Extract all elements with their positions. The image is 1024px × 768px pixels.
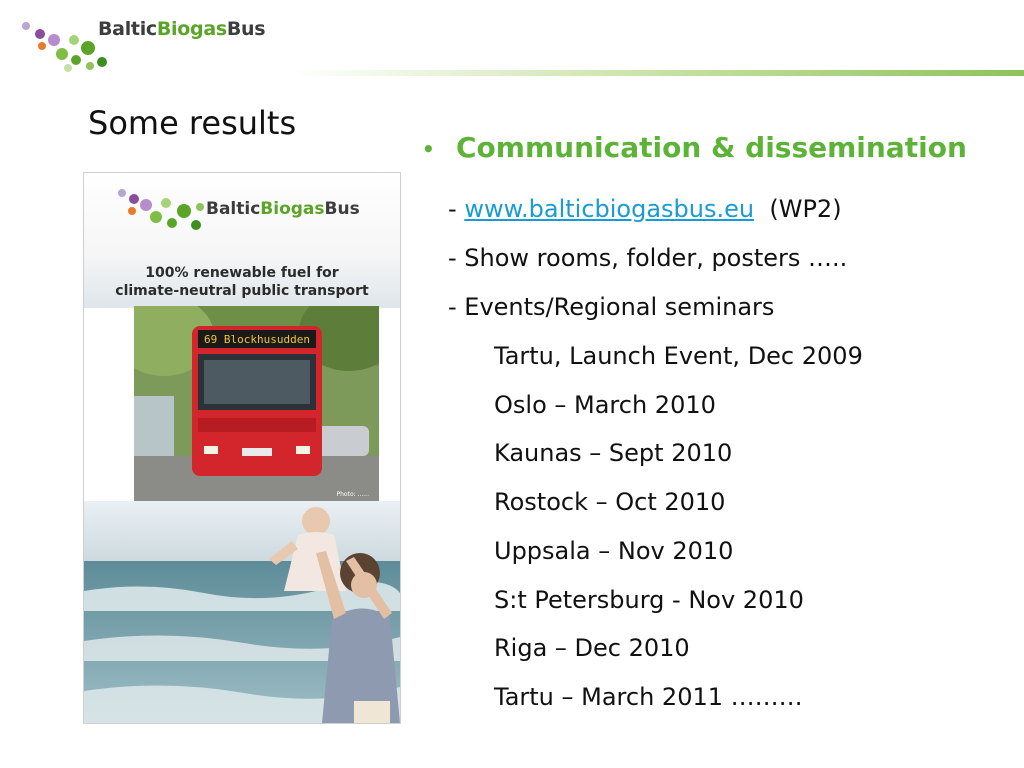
poster-tagline-line2: climate-neutral public transport (115, 283, 369, 299)
website-suffix: (WP2) (769, 195, 842, 223)
event-item: Rostock – Oct 2010 (494, 488, 726, 516)
website-line (448, 195, 842, 223)
section-heading-text: Communication & dissemination (456, 131, 967, 164)
event-item: S:t Petersburg - Nov 2010 (494, 586, 804, 614)
beach-photo (84, 501, 400, 723)
event-item: Tartu – March 2011 ……… (494, 683, 803, 711)
list-item: - Show rooms, folder, posters ….. (448, 244, 848, 272)
event-item: Uppsala – Nov 2010 (494, 537, 734, 565)
header-gradient-line (290, 70, 1024, 76)
brand-wordmark: BalticBiogasBus (98, 18, 266, 40)
slide-title: Some results (88, 104, 297, 142)
event-item: Tartu, Launch Event, Dec 2009 (494, 342, 863, 370)
website-prefix: - (448, 195, 457, 223)
poster-tagline (84, 264, 400, 300)
event-item: Riga – Dec 2010 (494, 634, 690, 662)
bus-photo (134, 306, 379, 501)
list-item: - Events/Regional seminars (448, 293, 775, 321)
event-item: Oslo – March 2010 (494, 391, 716, 419)
event-item: Kaunas – Sept 2010 (494, 439, 733, 467)
website-link[interactable]: www.balticbiogasbus.eu (464, 195, 755, 223)
bus-sign-text: 69 Blockhusudden (204, 333, 310, 346)
poster-tagline-line1: 100% renewable fuel for (145, 265, 339, 281)
poster-image (83, 172, 401, 724)
photo-credit: Photo: ...... (336, 491, 369, 498)
bullet: • (422, 137, 435, 161)
section-heading (422, 131, 967, 164)
poster-wordmark: BalticBiogasBus (206, 199, 360, 219)
